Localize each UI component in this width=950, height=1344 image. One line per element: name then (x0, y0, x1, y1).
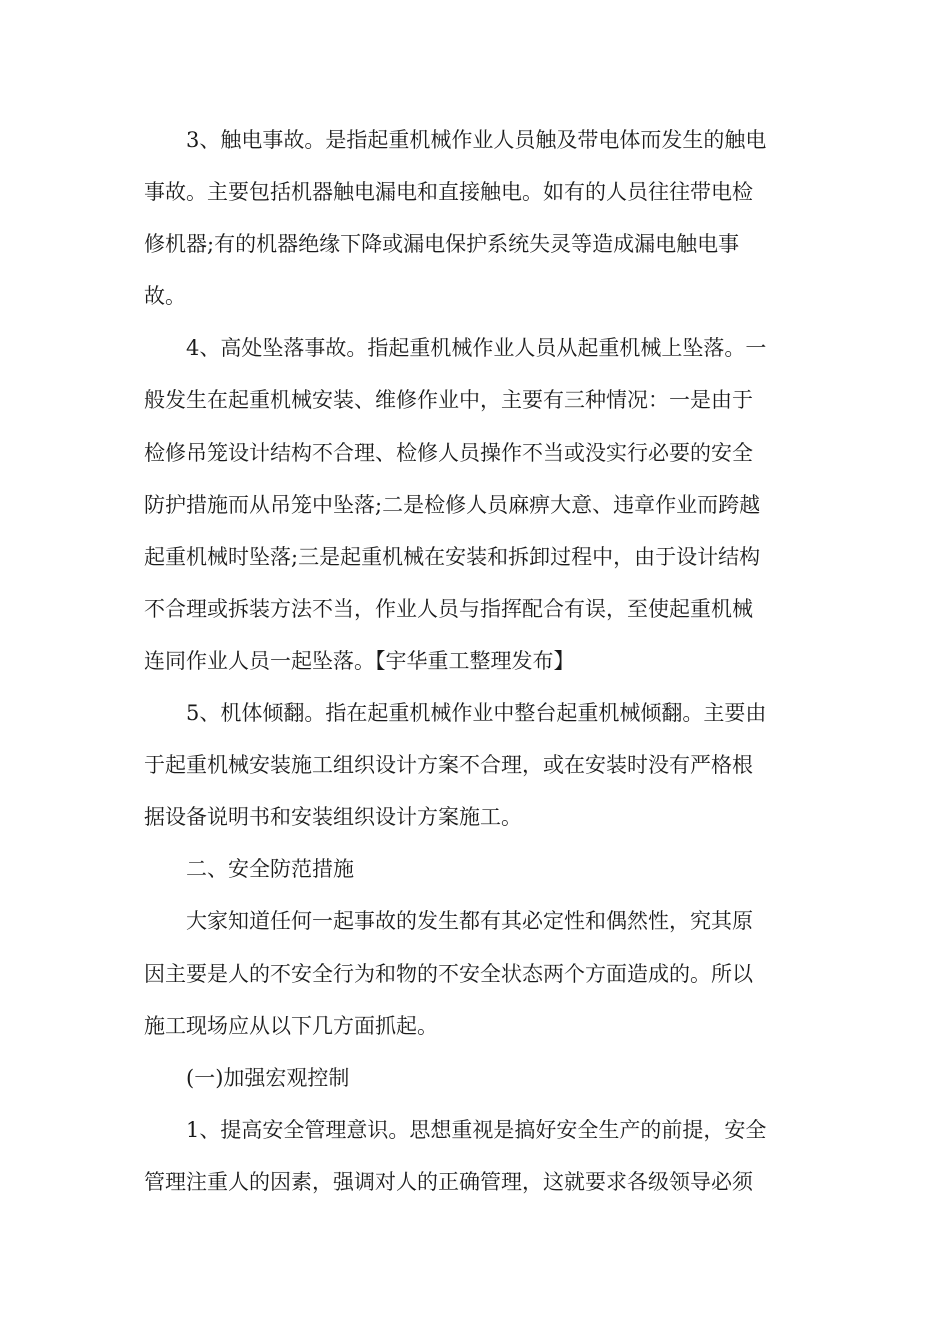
text-line: 因主要是人的不安全行为和物的不安全状态两个方面造成的。所以 (144, 961, 753, 986)
subheading-macro-control (144, 1052, 810, 1104)
text-line: 故。 (144, 284, 186, 309)
text-line: 防护措施而从吊笼中坠落;二是检修人员麻痹大意、违章作业而跨越 (144, 492, 761, 517)
text-line: 1、提高安全管理意识。思想重视是搞好安全生产的前提，安全 (186, 1117, 767, 1142)
text-line: 般发生在起重机械安装、维修作业中，主要有三种情况：一是由于 (144, 388, 753, 413)
paragraph-fall-accident (144, 322, 810, 687)
text-line: 二、安全防范措施 (186, 857, 354, 882)
text-line: 连同作业人员一起坠落。【宇华重工整理发布】 (144, 648, 575, 673)
text-line: 据设备说明书和安装组织设计方案施工。 (144, 805, 522, 830)
text-line: 4、高处坠落事故。指起重机械作业人员从起重机械上坠落。一 (186, 336, 767, 361)
text-line: 不合理或拆装方法不当，作业人员与指挥配合有误，至使起重机械 (144, 596, 753, 621)
text-line: 大家知道任何一起事故的发生都有其必定性和偶然性，究其原 (186, 909, 753, 934)
paragraph-safety-awareness (144, 1104, 810, 1208)
text-line: 起重机械时坠落;三是起重机械在安装和拆卸过程中，由于设计结构 (144, 544, 761, 569)
text-line: 修机器;有的机器绝缘下降或漏电保护系统失灵等造成漏电触电事 (144, 232, 740, 257)
text-line: 于起重机械安装施工组织设计方案不合理，或在安装时没有严格根 (144, 753, 753, 778)
text-line: 施工现场应从以下几方面抓起。 (144, 1013, 438, 1038)
paragraph-overturn (144, 687, 810, 843)
text-line: 管理注重人的因素，强调对人的正确管理，这就要求各级领导必须 (144, 1169, 753, 1194)
text-line: 3、触电事故。是指起重机械作业人员触及带电体而发生的触电 (186, 128, 767, 152)
paragraph-electric-shock (144, 114, 810, 322)
text-line: 检修吊笼设计结构不合理、检修人员操作不当或没实行必要的安全 (144, 440, 753, 465)
text-line: 事故。主要包括机器触电漏电和直接触电。如有的人员往往带电检 (144, 180, 753, 205)
text-line: 5、机体倾翻。指在起重机械作业中整台起重机械倾翻。主要由 (186, 701, 767, 726)
document-body (144, 114, 810, 1208)
text-line: (一)加强宏观控制 (186, 1065, 350, 1090)
section-heading-safety-measures (144, 843, 810, 895)
paragraph-accident-causes (144, 895, 810, 1051)
